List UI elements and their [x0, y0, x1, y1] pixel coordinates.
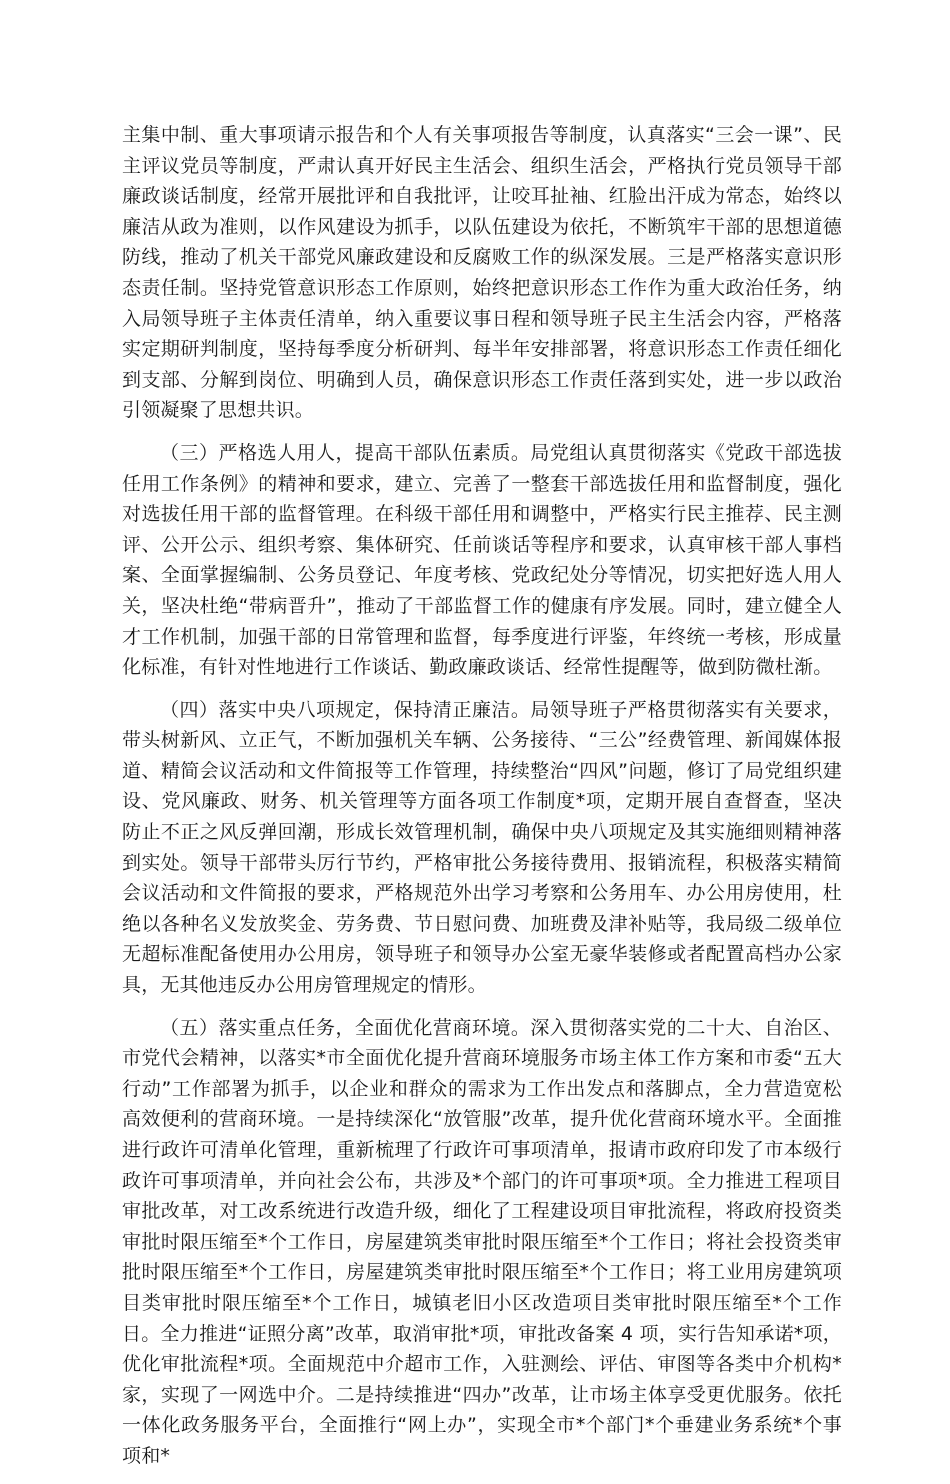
document-page: [122, 120, 842, 1484]
paragraph-discipline-continued: 主集中制、重大事项请示报告和个人有关事项报告等制度，认真落实“三会一课”、民主评议党员等制度，严肃认真开好民主生活会、组织生活会，严格执行党员领导干部廉政谈话制度，经常开展批评和自我批评，让咬耳扯袖、红脸出汗成为常态，始终以廉洁从政为准则，以作风建设为抓手，以队伍建设为依托，不断筑牢干部的思想道德防线，推动了机关干部党风廉政建设和反腐败工作的纵深发展。三是严格落实意识形态责任制。坚持党管意识形态工作原则，始终把意识形态工作作为重大政治任务，纳入局领导班子主体责任清单，纳入重要议事日程和领导班子民主生活会内容，严格落实定期研判制度，坚持每季度分析研判、每半年安排部署，将意识形态工作责任细化到支部、分解到岗位、明确到人员，确保意识形态工作责任落到实处，进一步以政治引领凝聚了思想共识。: [122, 124, 842, 422]
paragraph-section-four: （四）落实中央八项规定，保持清正廉洁。局领导班子严格贯彻落实有关要求，带头树新风、立正气，不断加强机关车辆、公务接待、“三公”经费管理、新闻媒体报道、精简会议活动和文件简报等工作管理，持续整治“四风”问题，修订了局党组织建设、党风廉政、财务、机关管理等方面各项工作制度*项，定期开展自查督查，坚决防止不正之风反弹回潮，形成长效管理机制，确保中央八项规定及其实施细则精神落到实处。领导干部带头厉行节约，严格审批公务接待费用、报销流程，积极落实精简会议活动和文件简报的要求，严格规范外出学习考察和公务用车、办公用房使用，杜绝以各种名义发放奖金、劳务费、节日慰问费、加班费及津补贴等，我局级二级单位无超标准配备使用办公用房，领导班子和领导办公室无豪华装修或者配置高档办公家具，无其他违反办公用房管理规定的情形。: [122, 698, 842, 997]
paragraph-section-five: （五）落实重点任务，全面优化营商环境。深入贯彻落实党的二十大、自治区、市党代会精神，以落实*市全面优化提升营商环境服务市场主体工作方案和市委“五大行动”工作部署为抓手，以企业和群众的需求为工作出发点和落脚点，全力营造宽松高效便利的营商环境。一是持续深化“放管服”改革，提升优化营商环境水平。全面推进行政许可清单化管理，重新梳理了行政许可事项清单，报请市政府印发了市本级行政许可事项清单，并向社会公布，共涉及*个部门的许可事项*项。全力推进工程项目审批改革，对工改系统进行改造升级，细化了工程建设项目审批流程，将政府投资类审批时限压缩至*个工作日，房屋建筑类审批时限压缩至*个工作日；将社会投资类审批时限压缩至*个工作日，房屋建筑类审批时限压缩至*个工作日；将工业用房建筑项目类审批时限压缩至*个工作日，城镇老旧小区改造项目类审批时限压缩至*个工作日。全力推进“证照分离”改革，取消审批*项，审批改备案 4 项，实行告知承诺*项，优化审批流程*项。全面规范中介超市工作，入驻测绘、评估、审图等各类中介机构*家，实现了一网选中介。二是持续推进“四办”改革，让市场主体享受更优服务。依托一体化政务服务平台，全面推行“网上办”，实现全市*个部门*个垂建业务系统*个事项和*: [122, 1016, 842, 1467]
paragraph-section-three: （三）严格选人用人，提高干部队伍素质。局党组认真贯彻落实《党政干部选拔任用工作条例》的精神和要求，建立、完善了一整套干部选拔任用和监督制度，强化对选拔任用干部的监督管理。在科级干部任用和调整中，严格实行民主推荐、民主测评、公开公示、组织考察、集体研究、任前谈话等程序和要求，认真审核干部人事档案、全面掌握编制、公务员登记、年度考核、党政纪处分等情况，切实把好选人用人关，坚决杜绝“带病晋升”，推动了干部监督工作的健康有序发展。同时，建立健全人才工作机制，加强干部的日常管理和监督，每季度进行评鉴，年终统一考核，形成量化标准，有针对性地进行工作谈话、勤政廉政谈话、经常性提醒等，做到防微杜渐。: [122, 441, 842, 679]
